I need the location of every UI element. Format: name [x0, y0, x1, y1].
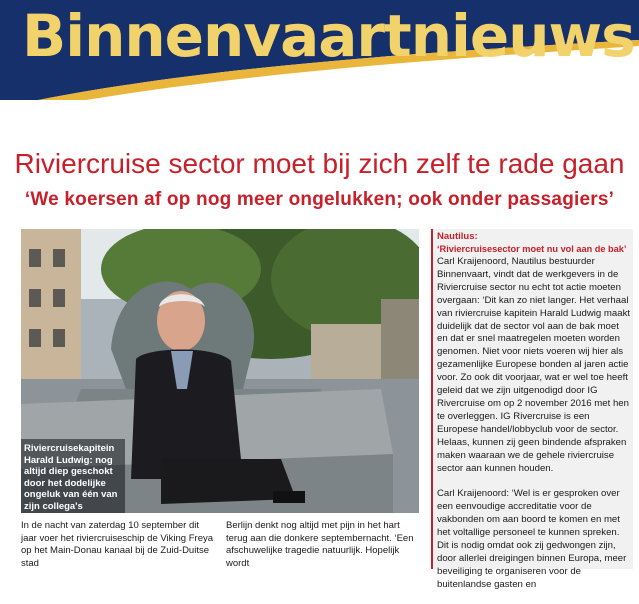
sidebar-body: [437, 256, 631, 604]
sidebar-paragraph: Carl Kraijenoord: ‘Wel is er gesproken over een eenvoudige accreditatie voor de vakbonden om aan boord te komen en met het voltallige personeel te kunnen spreken. Dit is nodig omdat ook zij gedwongen zijn, door allerlei dreigingen binnen Europa, meer beveiliging te organiseren voor de buitenlandse gasten en: [437, 488, 627, 590]
photo-caption: Riviercruisekapitein Harald Ludwig: nog altijd diep geschokt door het dodelijke ongeluk van één van zijn collega's: [24, 443, 118, 512]
masthead-title: Binnenvaartnieuws: [22, 2, 635, 70]
sidebar-title: Nautilus:: [437, 231, 478, 242]
sidebar-subtitle: ‘Riviercruisesector moet nu vol aan de bak’: [437, 244, 627, 254]
article-column-middle: Berlijn denkt nog altijd met pijn in het hart terug aan die donkere septembernacht. ‘Een afschuwelijke tragedie natuurlijk. Hopelijk wordt: [226, 520, 414, 569]
article-headline: Riviercruise sector moet bij zich zelf te rade gaan: [14, 148, 625, 179]
nautilus-sidebar: [431, 229, 633, 590]
sidebar-accent-rule: [431, 229, 433, 569]
masthead: [0, 0, 639, 100]
sidebar-paragraph: Carl Kraijenoord, Nautilus bestuurder Binnenvaart, vindt dat de werkgevers in de Riviercruise sector nu echt tot actie moeten overgaan: ‘Dit kan zo niet langer. Het verhaal van riviercruise kapitein Harald Ludwig maakt duidelijk dat de sector vol aan de bak moet en dat er snel maatregelen moeten worden genomen. Niet voor niets voeren wij hier als gezamenlijke Europese bonden al jaren actie voor. Zo ook dit voorjaar, wat er wel toe heeft geleid dat we zijn uitgenodigd door IG Rivercruise om op 2 november 2016 met hen te overleggen. IG Rivercruise is een Europese handel/lobbyclub voor de sector. Helaas, kunnen zij geen bindende afspraken maken waaraan we de gehele riviercruise sector aan kunnen houden.: [437, 256, 631, 474]
article-subheadline: ‘We koersen af op nog meer ongelukken; ook onder passagiers’: [24, 189, 615, 210]
article-column-left: In de nacht van zaterdag 10 september dit jaar voer het riviercruiseschip de Viking Freya op het Main-Donau kanaal bij de Zuid-Duitse stad: [21, 520, 214, 569]
article-photo: [21, 229, 419, 513]
